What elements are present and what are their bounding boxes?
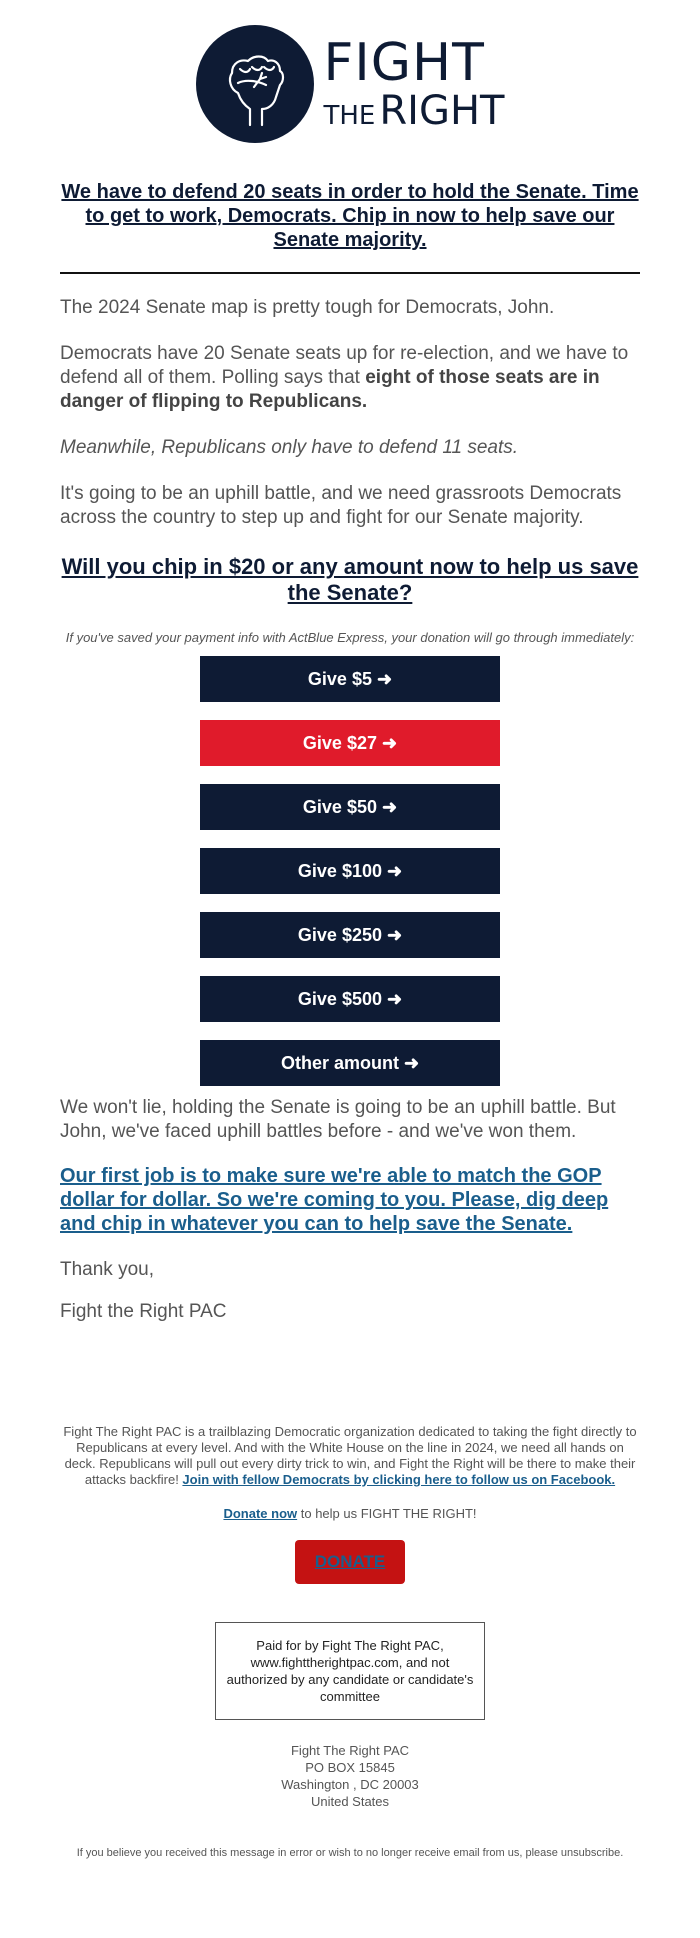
actblue-express-note: If you've saved your payment info with ActBlue Express, your donation will go through immediately: (65, 630, 635, 645)
address-box: PO BOX 15845 (305, 1760, 395, 1775)
paragraph-uphill-battles: We won't lie, holding the Senate is going to be an uphill battle. But John, we've faced uphill battles before - and we've won them. (60, 1097, 616, 1142)
signature: Fight the Right PAC (60, 1301, 227, 1322)
divider (60, 272, 640, 274)
paragraph-uphill: It's going to be an uphill battle, and we need grassroots Democrats across the country to step up and fight for our Senate majority. (60, 483, 622, 528)
paragraph-meanwhile (60, 436, 640, 460)
footer-about-text: Fight The Right PAC is a trailblazing Democratic organization dedicated to taking the fight directly to Republicans at every level. And with the White House on the line in 2024, we need all hands on deck. Republicans will pull out every dirty trick to win, and Fight the Right will be there to make their attacks backfire! (63, 1424, 637, 1487)
facebook-link[interactable]: Join with fellow Democrats by clicking here to follow us on Facebook. (182, 1472, 616, 1487)
logo (0, 0, 700, 150)
match-gop-link[interactable]: Our first job is to make sure we're able to match the GOP dollar for dollar. So we're coming to you. Please, dig deep and chip in whatever you can to help save the Senate. (60, 1165, 609, 1235)
main-content (60, 296, 640, 1324)
give-5-button[interactable]: Give $5 ➜ (200, 656, 500, 702)
footer-about (60, 1424, 640, 1488)
donate-now-link[interactable]: Donate now (223, 1506, 298, 1521)
address-country: United States (310, 1794, 390, 1809)
unsubscribe-note[interactable]: If you believe you received this message in error or wish to no longer receive email from us, please unsubscribe. (76, 1847, 624, 1859)
logo-line-2 (323, 88, 505, 134)
give-27-button[interactable]: Give $27 ➜ (200, 720, 500, 766)
paragraph-meanwhile-italic: Meanwhile, Republicans only have to defend 11 seats. (60, 437, 519, 458)
logo-line-2-big: RIGHT (379, 88, 505, 134)
other-amount-button[interactable]: Other amount ➜ (200, 1040, 500, 1086)
fist-logo-icon (196, 25, 314, 143)
donate-button-wrap (60, 1522, 640, 1584)
give-250-button[interactable]: Give $250 ➜ (200, 912, 500, 958)
donation-buttons (60, 656, 640, 1086)
logo-line-1: FIGHT (323, 33, 485, 93)
logo-wordmark (323, 33, 505, 134)
address-org: Fight The Right PAC (290, 1743, 409, 1758)
logo-line-2-small: THE (323, 101, 376, 131)
give-500-button[interactable]: Give $500 ➜ (200, 976, 500, 1022)
ask-link[interactable]: Will you chip in $20 or any amount now to help us save the Senate? (61, 554, 639, 605)
paragraph-seats (60, 342, 640, 414)
give-100-button[interactable]: Give $100 ➜ (200, 848, 500, 894)
donate-button[interactable]: DONATE (295, 1540, 406, 1584)
thank-you: Thank you, (60, 1259, 154, 1280)
paragraph-intro: The 2024 Senate map is pretty tough for Democrats, John. (60, 297, 555, 318)
donate-now-tail: to help us FIGHT THE RIGHT! (297, 1506, 477, 1521)
paragraph-seats-bold: eight of those seats are in danger of flipping to Republicans. (60, 367, 600, 412)
paid-for-disclaimer: Paid for by Fight The Right PAC, www.fighttherightpac.com, and not authorized by any candidate or candidate's committee (215, 1622, 485, 1720)
address-city: Washington , DC 20003 (281, 1777, 419, 1792)
donate-now-line (60, 1506, 640, 1522)
footer (60, 1424, 640, 1860)
give-50-button[interactable]: Give $50 ➜ (200, 784, 500, 830)
mailing-address (60, 1742, 640, 1810)
fist-icon (210, 39, 300, 129)
paragraph-seats-text: Democrats have 20 Senate seats up for re-election, and we have to defend all of them. Polling says that (60, 343, 629, 388)
headline-link[interactable]: We have to defend 20 seats in order to hold the Senate. Time to get to work, Democrats. Chip in now to help save our Senate majority. (61, 181, 639, 251)
